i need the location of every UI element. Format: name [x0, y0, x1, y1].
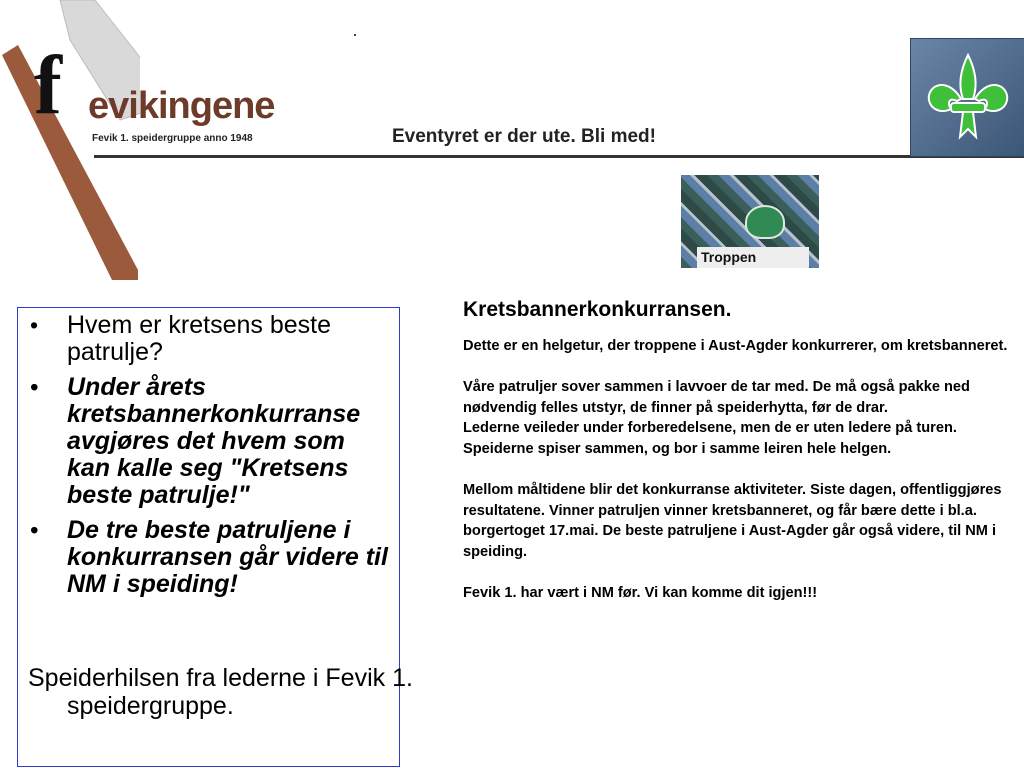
paragraph-spacer [463, 563, 1015, 584]
paragraph-spacer [463, 460, 1015, 481]
article-paragraph: Lederne veileder under forberedelsene, men de er uten ledere på turen. [463, 420, 957, 437]
header-divider [94, 155, 1024, 158]
bullet-item [18, 517, 401, 598]
article-paragraph: Speiderne spiser sammen, og bor i samme leiren hele helgen. [463, 440, 892, 457]
bullet-dot-icon: • [30, 374, 39, 400]
troop-photo-label: Troppen [697, 247, 809, 268]
bullet-item [18, 312, 401, 366]
logo-wordmark: evikingene [88, 85, 275, 127]
bullet-list [18, 312, 401, 606]
header-tagline: Eventyret er der ute. Bli med! [392, 126, 656, 147]
paragraph-spacer [463, 357, 1015, 378]
bullet-text: De tre beste patruljene i konkurransen går videre til NM i speiding! [67, 516, 388, 598]
logo-initial: f [34, 39, 60, 132]
article-paragraph: Våre patruljer sover sammen i lavvoer de tar med. De må også pakke ned nødvendig felles utstyr, de finner på speiderhytta, før de drar. [463, 379, 970, 416]
fleur-de-lis-icon [911, 39, 1024, 156]
troop-photo [681, 175, 819, 268]
bullet-dot-icon: • [30, 312, 39, 338]
article-title: Kretsbannerkonkurransen. [463, 298, 732, 321]
bullet-text: Under årets kretsbannerkonkurranse avgjøres det hvem som kan kalle seg "Kretsens beste patrulje!" [67, 373, 361, 509]
troop-badge-icon [745, 205, 785, 239]
left-text-panel [17, 307, 413, 767]
article [463, 296, 1015, 604]
article-paragraph: Mellom måltidene blir det konkurranse aktiviteter. Siste dagen, offentliggjøres resultatene. Vinner patruljen vinner kretsbanneret, og får bære dette i bl.a. borgertoget 17.mai. De beste patruljene i Aust-Agder går også videre, til NM i speiding. [463, 482, 1002, 560]
bullet-text: Hvem er kretsens beste patrulje? [67, 311, 331, 366]
article-paragraph: Fevik 1. har vært i NM før. Vi kan komme dit igjen!!! [463, 585, 818, 602]
bullet-item [18, 374, 401, 509]
decorative-dot [354, 34, 356, 36]
logo-subtitle: Fevik 1. speidergruppe anno 1948 [92, 133, 253, 144]
signoff-text: Speiderhilsen fra lederne i Fevik 1. speidergruppe. [28, 664, 413, 720]
scout-emblem [910, 38, 1024, 157]
bullet-dot-icon: • [30, 517, 39, 543]
article-paragraph: Dette er en helgetur, der troppene i Aust-Agder konkurrerer, om kretsbanneret. [463, 338, 1008, 354]
